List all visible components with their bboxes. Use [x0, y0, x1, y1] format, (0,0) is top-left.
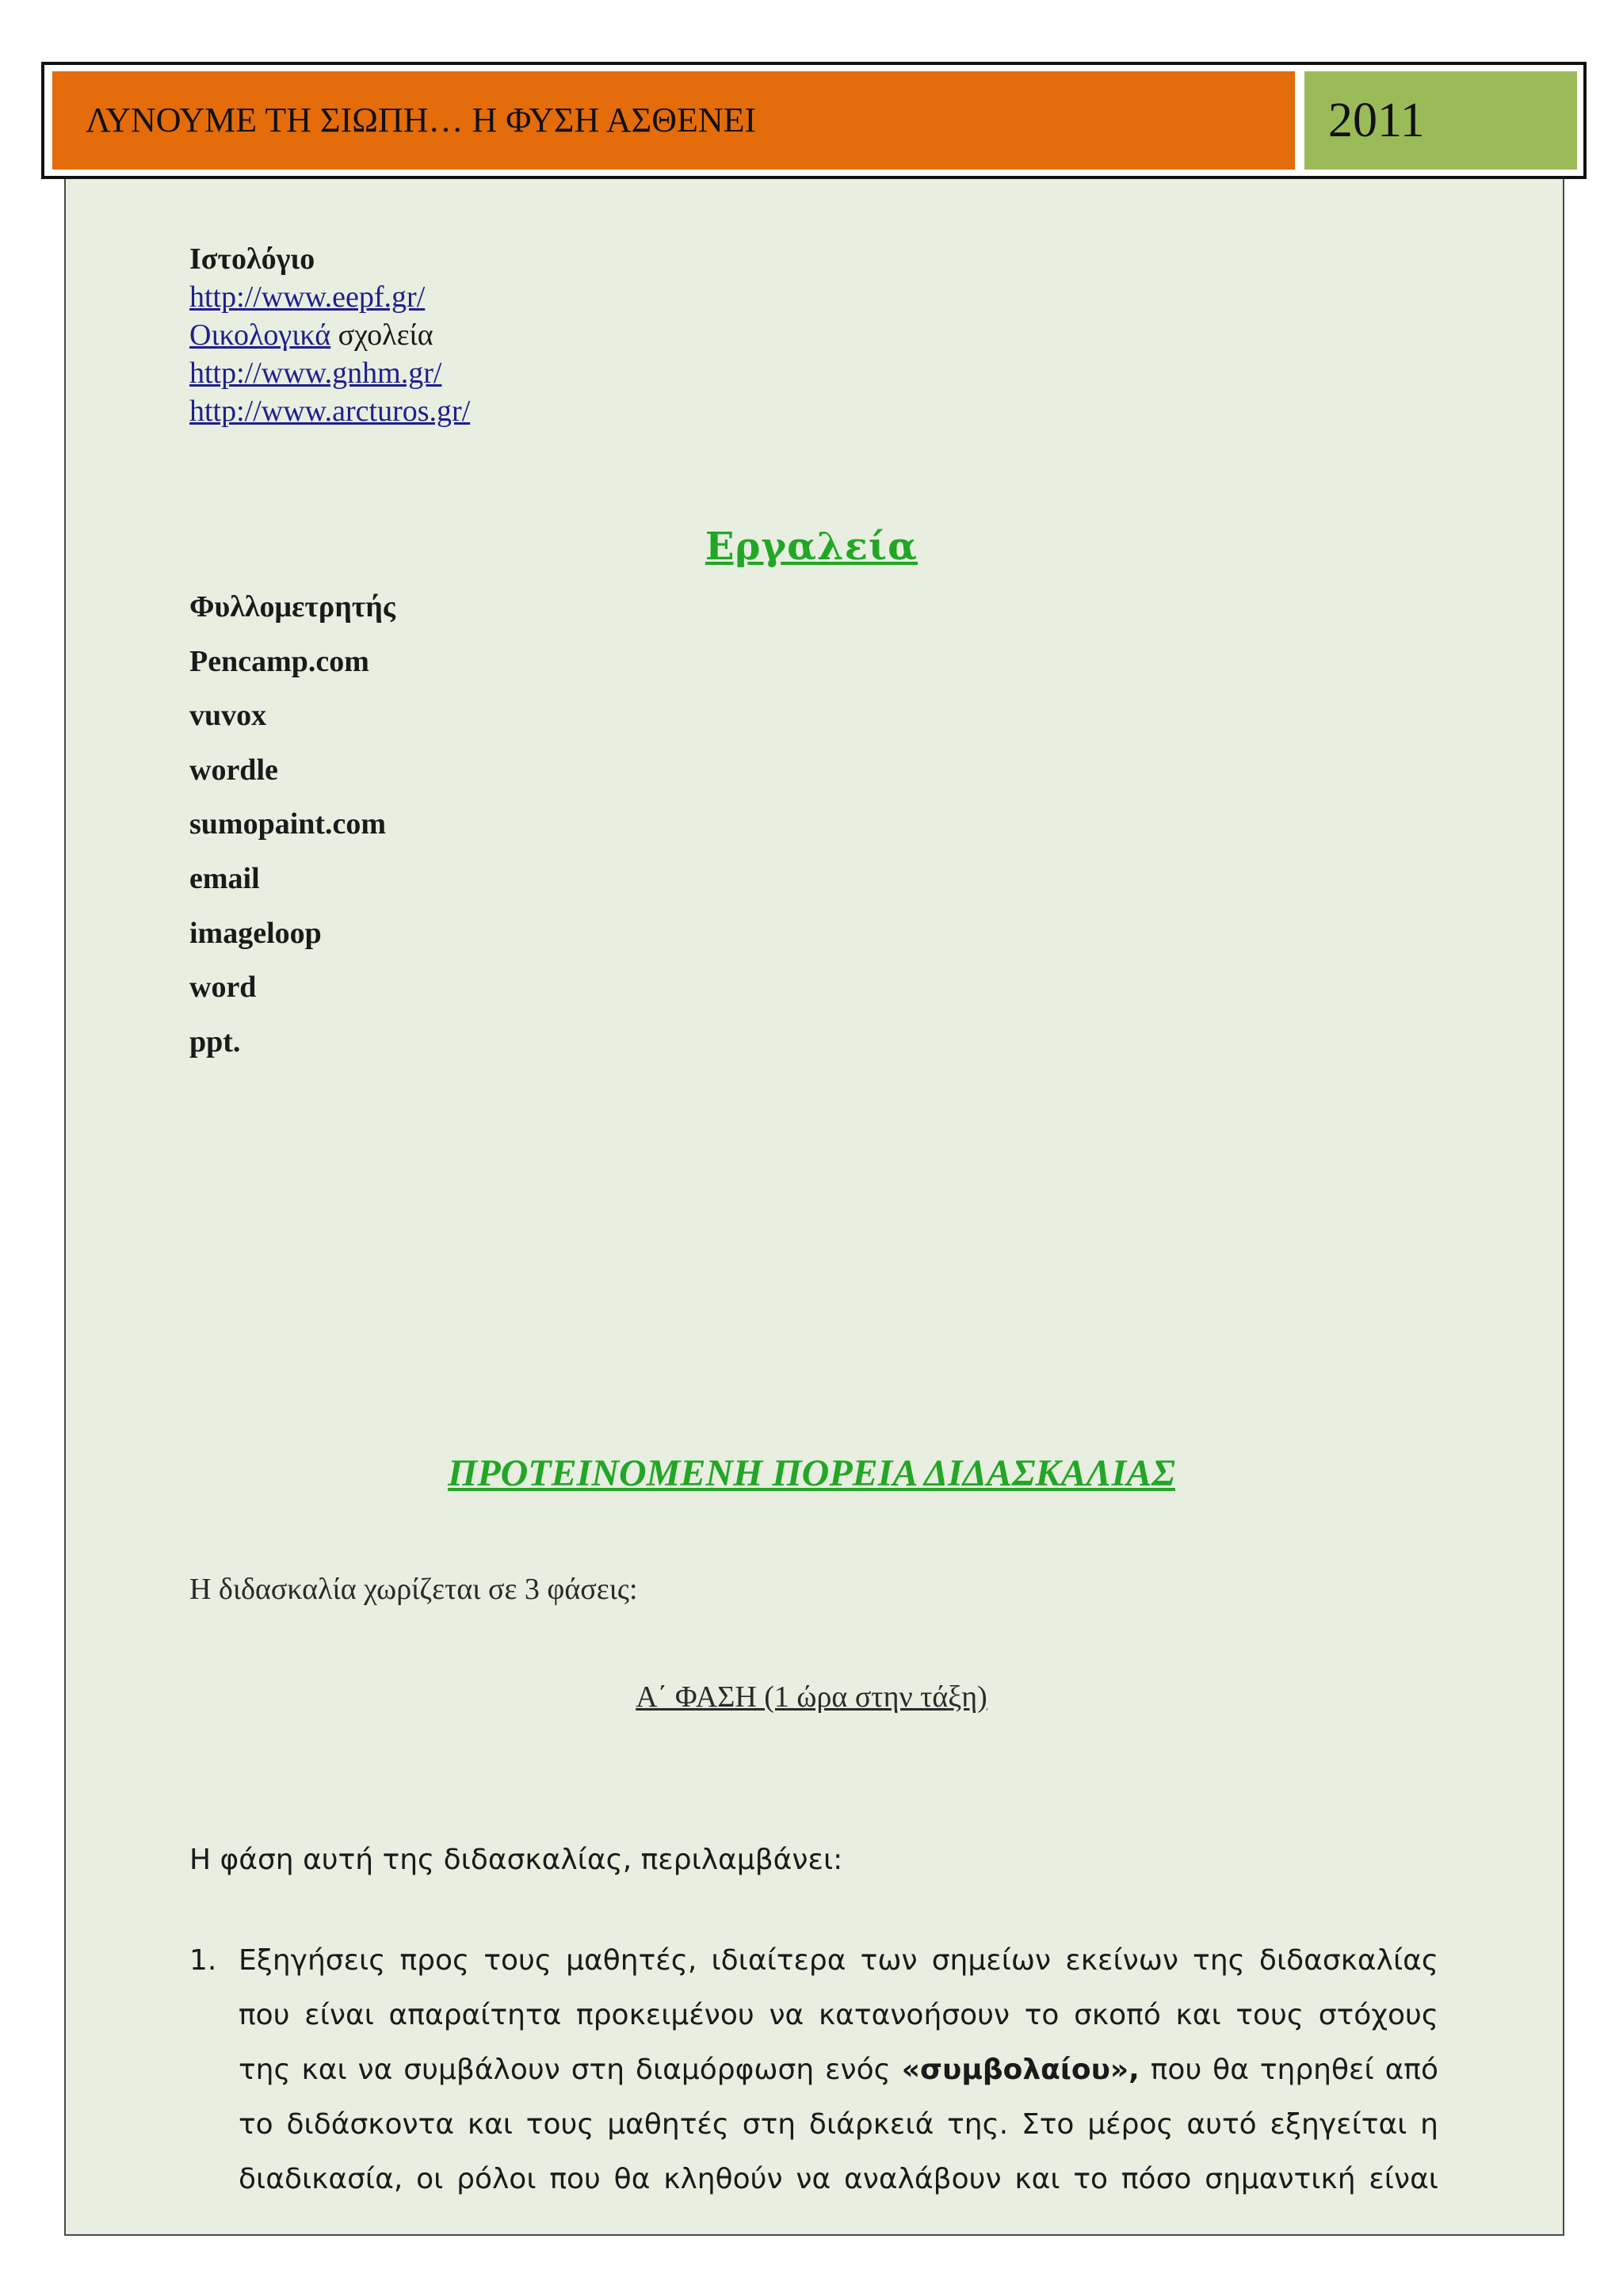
phase-a-heading: Α΄ ΦΑΣΗ (1 ώρα στην τάξη)	[636, 1680, 987, 1714]
eco-schools-text: σχολεία	[330, 318, 433, 352]
teaching-intro: Η διδασκαλία χωρίζεται σε 3 φάσεις:	[189, 1573, 638, 1606]
tool-item: word	[189, 971, 257, 1005]
header-title: ΛΥΝΟΥΜΕ ΤΗ ΣΙΩΠΗ… Η ΦΥΣΗ ΑΣΘΕΝΕΙ	[52, 71, 1295, 170]
resource-links	[189, 240, 470, 430]
tool-item: vuvox	[189, 699, 267, 733]
tool-item: ppt.	[189, 1024, 241, 1058]
list-item-text	[239, 1933, 1438, 2206]
link-gnhm[interactable]: http://www.gnhm.gr/	[189, 357, 442, 390]
tool-item: wordle	[189, 753, 278, 787]
list-item-text-part1: Εξηγήσεις προς τους μαθητές, ιδιαίτερα των σημείων εκείνων της διδασκαλίας που είναι απαραίτητα προκειμένου να κατανοήσουν το σκοπό και τους στόχους της και να συμβάλουν στη διαμόρφωση ενός	[239, 1944, 1438, 2086]
tool-item: Φυλλομετρητής	[189, 590, 395, 624]
teaching-heading: ΠΡΟΤΕΙΝΟΜΕΝΗ ΠΟΡΕΙΑ ΔΙΔΑΣΚΑΛΙΑΣ	[447, 1452, 1176, 1494]
tool-item: Pencamp.com	[189, 644, 369, 678]
tools-list	[189, 588, 395, 1077]
tool-item: email	[189, 861, 260, 895]
contract-term: «συμβολαίου»,	[901, 2054, 1140, 2086]
link-eepf[interactable]: http://www.eepf.gr/	[189, 280, 426, 314]
list-item-number: 1.	[189, 1944, 217, 1977]
header-year: 2011	[1301, 71, 1577, 170]
phase-intro: Η φάση αυτή της διδασκαλίας, περιλαμβάνει:	[189, 1844, 843, 1876]
list-item	[189, 1933, 1438, 2206]
list-item-text-part2: που θα τηρηθεί από το διδάσκοντα και τους μαθητές στη διάρκειά της. Στο μέρος αυτό εξηγείται η διαδικασία, οι ρόλοι που θα κληθούν να αναλάβουν και το πόσο σημαντική είναι	[239, 2054, 1438, 2195]
page-header	[41, 62, 1587, 179]
tools-heading: Εργαλεία	[705, 524, 918, 569]
tool-item: sumopaint.com	[189, 807, 387, 841]
blog-heading: Ιστολόγιο	[189, 242, 315, 276]
link-eco-schools[interactable]: Οικολογικά	[189, 318, 331, 352]
link-arcturos[interactable]: http://www.arcturos.gr/	[189, 395, 471, 428]
tool-item: imageloop	[189, 916, 322, 950]
